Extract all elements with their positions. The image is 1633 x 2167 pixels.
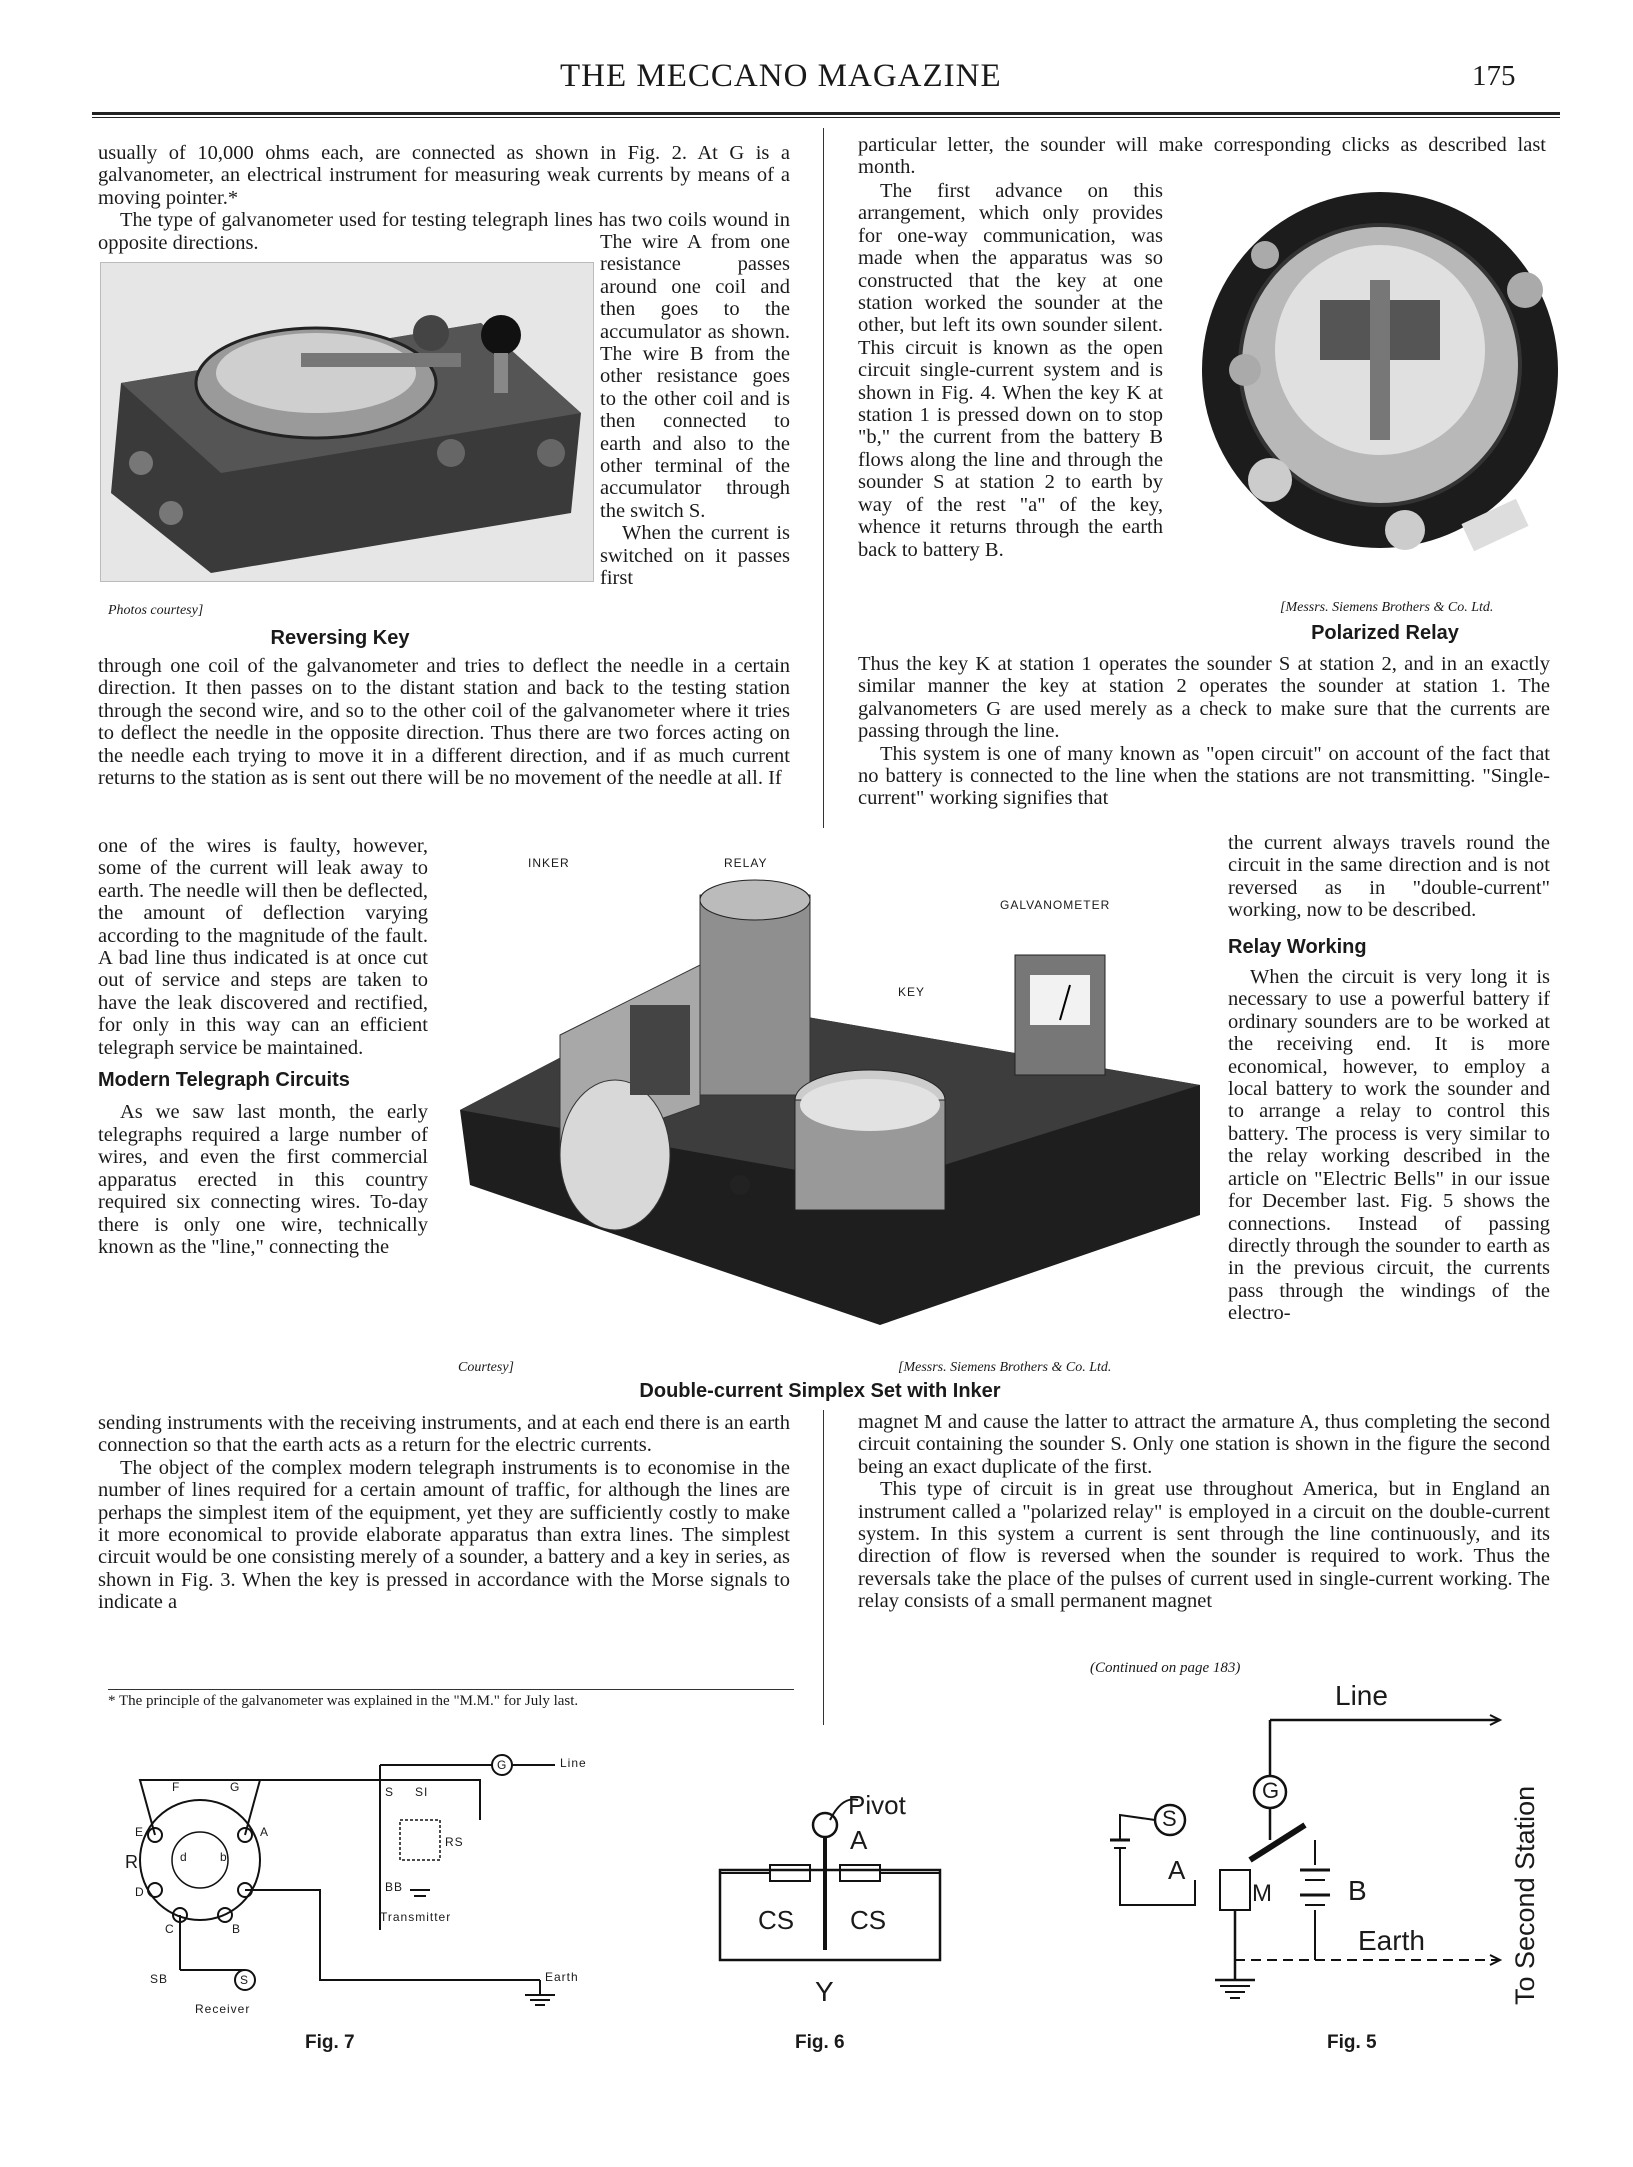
fig7-diagram	[120, 1740, 640, 2030]
header-rule	[92, 112, 1560, 115]
paragraph-wire-a: The wire A from one resistance passes around one coil and then goes to the accumulator as shown. The wire B from the other resistance goes to the other coil and is then connected to earth and also to the other terminal of the accumulator through the switch S.	[600, 231, 790, 522]
page-number: 175	[1472, 60, 1516, 92]
fig5-label-a: A	[1168, 1855, 1186, 1885]
fig7-label-d: d	[180, 1850, 188, 1864]
fig5-label-line: Line	[1335, 1680, 1388, 1711]
fig7-label-c: C	[165, 1922, 175, 1936]
fig7-label-earth: Earth	[545, 1970, 579, 1984]
fig5-label-s: S	[1162, 1806, 1177, 1831]
column-divider-lower	[823, 1410, 824, 1725]
footnote: * The principle of the galvanometer was explained in the "M.M." for July last.	[108, 1693, 579, 1709]
paragraph-thus-key: Thus the key K at station 1 operates the sounder S at station 2, and in an exactly similar manner the key at station 2 operates the sounder at station 1. The galvanometers G are used merely as a check to make sure that the currents are passing through the line.	[858, 653, 1550, 743]
paragraph-galvanometer-start: The type of galvanometer used for testing telegraph lines has two coils wound in opposite directions.	[98, 209, 790, 254]
paragraph-open-circuit: This system is one of many known as "open circuit" on account of the fact that no battery is connected to the line when the stations are not transmitting. "Single-current" working signifies that	[858, 742, 1550, 810]
heading-relay-working: Relay Working	[1228, 935, 1367, 958]
fig5-caption: Fig. 5	[1327, 2032, 1377, 2053]
fig5-label-g: G	[1262, 1778, 1280, 1803]
fig7-caption: Fig. 7	[305, 2032, 355, 2053]
fig7-label-r: R	[125, 1852, 139, 1872]
reversing-key-credit: Photos courtesy]	[108, 603, 204, 618]
paragraph-current-continue: through one coil of the galvanometer and tries to deflect the needle in a certain direction. It then passes on to the distant station and back to the testing station through the second wire, and so to the other coil of the galvanometer where it tries to deflect the needle in the opposite direction. Thus there are two forces acting on the needle each trying to move it in a different direction, and if as much current returns to the station as is sent out there will be no movement of the needle at all. If	[98, 655, 790, 790]
paragraph-particular-letter: particular letter, the sounder will make corresponding clicks as described last month.	[858, 134, 1546, 179]
fig5-label-earth: Earth	[1358, 1925, 1425, 1956]
right-side-text	[858, 180, 1163, 561]
polarized-relay-photo	[1195, 160, 1565, 580]
paragraph-faulty-wires: one of the wires is faulty, however, some of the current will leak away to earth. The needle will then be deflected, the amount of deflection varying according to the magnitude of the fault. A bad line thus indicated is at once cut out of service and steps are taken to have the leak discovered and rectified, for only in this way can an efficient telegraph service be maintained.	[98, 835, 428, 1059]
label-inker: INKER	[528, 856, 570, 870]
left-lower-text	[98, 1412, 790, 1614]
right-lower-text	[858, 1411, 1550, 1613]
fig5-label-m: M	[1252, 1880, 1272, 1907]
simplex-caption: Double-current Simplex Set with Inker	[639, 1380, 1001, 1402]
label-key: KEY	[898, 985, 926, 999]
header-rule-thin	[92, 117, 1560, 118]
fig7-label-rs: RS	[445, 1835, 464, 1849]
fig7-label-s-switch: S	[385, 1785, 395, 1799]
paragraph-line-return: sending instruments with the receiving instruments, and at each end there is an earth connection so that the earth acts as a return for the electric currents.	[98, 1412, 790, 1457]
intro-paragraph: usually of 10,000 ohms each, are connected as shown in Fig. 2. At G is a galvanometer, an electrical instrument for measuring weak currents by means of a moving pointer.*	[98, 142, 790, 209]
fig5-label-b: B	[1348, 1875, 1367, 1906]
paragraph-electromagnet: magnet M and cause the latter to attract the armature A, thus completing the second circuit containing the sounder S. Only one station is shown in the figure the second being an exact duplicate of the first.	[858, 1411, 1550, 1478]
fig6-label-cs-right: CS	[850, 1905, 887, 1935]
fig6-label-cs-left: CS	[758, 1905, 795, 1935]
simplex-credit-left: Courtesy]	[458, 1360, 514, 1375]
paragraph-current-start: When the current is switched on it passes first	[600, 522, 790, 590]
fig7-label-sb: SB	[150, 1972, 169, 1986]
fig6-label-pivot: Pivot	[848, 1790, 906, 1820]
reversing-key-caption: Reversing Key	[270, 627, 410, 649]
fig7-label-si: SI	[415, 1785, 429, 1799]
polarized-relay-caption: Polarized Relay	[1311, 622, 1459, 644]
paragraph-object-complex: The object of the complex modern telegraph instruments is to economise in the number of lines required for a certain amount of traffic, for although the lines are perhaps the simplest item of the equipment, yet they are sufficiently costly to make it more economical to provide elaborate apparatus than extra lines. The simplest circuit would be one consisting merely of a sounder, a battery and a key in series, as shown in Fig. 3. When the key is pressed in accordance with the Morse signals to indicate a	[98, 1456, 790, 1614]
paragraph-america: This type of circuit is in great use throughout America, but in England an instrument called a "polarized relay" is employed in a circuit on the double-current system. In this system a current is sent through the line continuously, and its direction of flow is reversed when the sounder is required to work. Thus the reversals take the place of the pulses of current used in single-current working. The relay consists of a small permanent magnet	[858, 1478, 1550, 1613]
continued-note: (Continued on page 183)	[1090, 1660, 1241, 1676]
simplex-set-photo	[440, 855, 1210, 1335]
fig5-label-second-station: To Second Station	[1510, 1785, 1540, 2005]
fig6-label-y: Y	[815, 1976, 834, 2007]
column-divider	[823, 128, 824, 828]
fig7-label-e: E	[135, 1825, 145, 1839]
polarized-relay-credit: [Messrs. Siemens Brothers & Co. Ltd.	[1280, 600, 1494, 615]
fig7-label-a: A	[260, 1825, 270, 1839]
left-side-text	[600, 231, 790, 590]
right-narrow-text	[1228, 832, 1550, 1325]
fig7-label-dd: D	[135, 1885, 145, 1899]
fig6-label-a: A	[850, 1825, 868, 1855]
fig6-caption: Fig. 6	[795, 2032, 845, 2053]
left-full-text	[98, 655, 790, 789]
fig6-diagram	[700, 1780, 960, 2010]
footnote-rule	[108, 1689, 794, 1690]
fig7-label-g-circle: G	[497, 1758, 508, 1772]
fig7-label-g: G	[230, 1780, 241, 1794]
simplex-credit-right: [Messrs. Siemens Brothers & Co. Ltd.	[898, 1360, 1112, 1375]
label-relay: RELAY	[724, 856, 768, 870]
label-galvanometer: GALVANOMETER	[1000, 898, 1111, 912]
paragraph-first-advance: The first advance on this arrangement, which only provides for one-way communication, was made when the apparatus was so constructed that the key at one station worked the sounder at the other, but left its own sounder silent. This circuit is known as the open circuit single-current system and is shown in Fig. 4. When the key K at station 1 is pressed down on to stop "b," the current from the battery B flows along the line and through the sounder S at station 2 to earth by way of the rest "a" of the key, whence it returns through the earth back to battery B.	[858, 180, 1163, 561]
fig7-label-line: Line	[560, 1756, 587, 1770]
fig7-label-bb: B	[232, 1922, 242, 1936]
fig7-label-s: S	[240, 1973, 250, 1987]
reversing-key-photo	[100, 262, 594, 582]
heading-modern-circuits: Modern Telegraph Circuits	[98, 1069, 350, 1092]
left-narrow-text	[98, 835, 428, 1258]
fig7-label-b: b	[220, 1850, 228, 1864]
fig7-label-receiver: Receiver	[195, 2002, 251, 2016]
fig7-label-transmitter: Transmitter	[380, 1910, 452, 1924]
fig5-diagram	[1090, 1680, 1550, 2020]
right-full-text	[858, 653, 1550, 810]
fig7-label-bb-battery: BB	[385, 1880, 404, 1894]
page-header-title: THE MECCANO MAGAZINE	[560, 58, 1002, 94]
paragraph-long-circuit: When the circuit is very long it is necessary to use a powerful battery if ordinary sounders are to be worked at the receiving end. It is more economical, however, to employ a local battery to work the sounder and to arrange a relay to control this battery. The process is very similar to the relay working described in the article on "Electric Bells" in our issue for December last. Fig. 5 shows the connections. Instead of passing directly through the sounder to earth as in the previous circuit, the currents pass through the windings of the electro-	[1228, 966, 1550, 1325]
fig7-label-f: F	[172, 1780, 181, 1794]
paragraph-single-current: the current always travels round the circuit in the same direction and is not reversed as in "double-current" working, now to be described.	[1228, 832, 1550, 922]
paragraph-early-telegraphs: As we saw last month, the early telegraphs required a large number of wires, and even the first commercial apparatus erected in this country required six connecting wires. To-day there is only one wire, technically known as the "line," connecting the	[98, 1101, 428, 1258]
